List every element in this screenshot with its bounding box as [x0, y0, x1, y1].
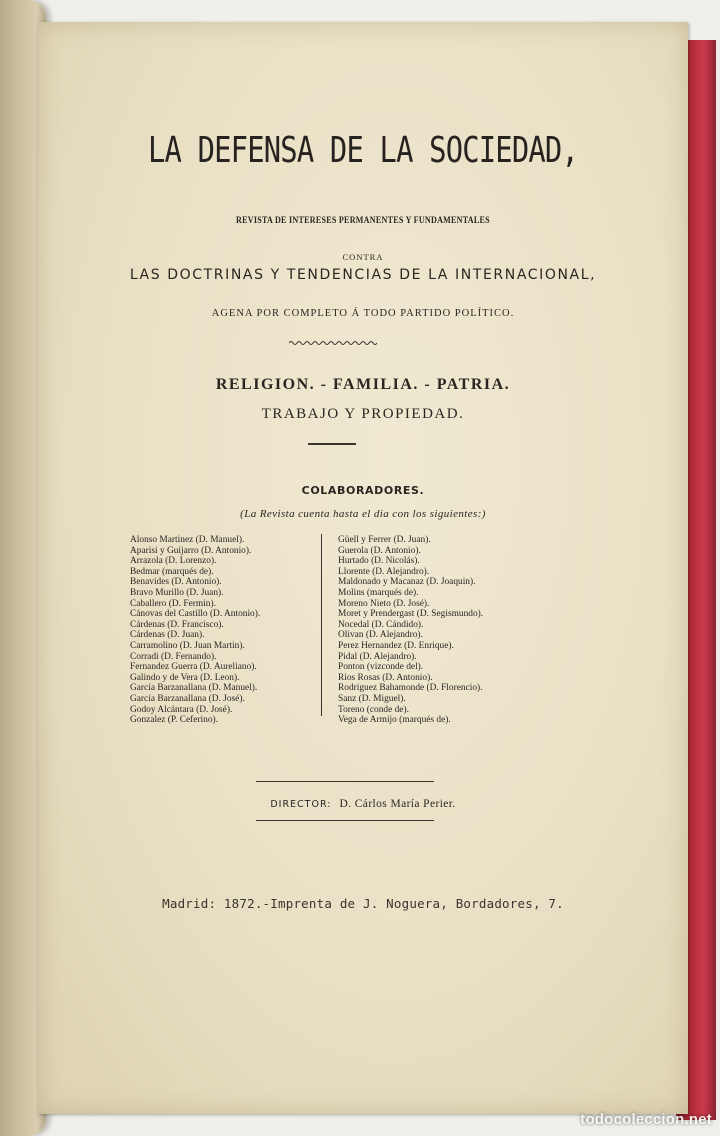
director-rule-bottom — [256, 820, 434, 821]
collaborator-name: Rodriguez Bahamonde (D. Florencio). — [338, 683, 483, 694]
subtitle-line-2: CONTRA — [342, 252, 384, 262]
collaborator-name: García Barzanallana (D. Manuel). — [130, 683, 258, 694]
column-divider — [321, 534, 322, 716]
collaborators-note: (La Revista cuenta hasta el dia con los siguientes:) — [240, 508, 486, 520]
collaborator-name: Maldonado y Macanaz (D. Joaquin). — [338, 577, 476, 588]
collaborator-name: Caballero (D. Fermin). — [130, 598, 216, 609]
collaborator-name: Cárdenas (D. Francisco). — [130, 619, 224, 630]
collaborators-list-left — [130, 535, 260, 726]
director-label: DIRECTOR: — [270, 799, 332, 810]
director-rule-top — [256, 781, 434, 782]
collaborator-name: Moret y Prendergast (D. Segismundo). — [338, 609, 484, 620]
collaborator-name: Ponton (vizconde del). — [338, 662, 424, 673]
collaborator-name: Nocedal (D. Cándido). — [338, 619, 424, 630]
collaborator-name: Vega de Armijo (marqués de). — [338, 715, 451, 726]
collaborators-list-right — [338, 535, 483, 726]
collaborator-name: Güell y Ferrer (D. Juan). — [338, 535, 431, 545]
director-line — [38, 798, 688, 810]
collaborator-name: Galindo y de Vera (D. Leon). — [130, 672, 240, 683]
watermark-text: todocoleccion.net — [580, 1111, 712, 1128]
imprint-line: Madrid: 1872.-Imprenta de J. Noguera, Bordadores, 7. — [162, 896, 564, 911]
collaborator-name: Cánovas del Castillo (D. Antonio). — [130, 609, 261, 620]
collaborator-name: Arrazola (D. Lorenzo). — [130, 556, 217, 567]
collaborator-name: Cárdenas (D. Juan). — [130, 630, 205, 641]
subtitle-line-3: LAS DOCTRINAS Y TENDENCIAS DE LA INTERNACIONAL, — [129, 267, 597, 283]
collaborator-name: Moreno Nieto (D. José). — [338, 598, 430, 609]
subtitle-line-1: REVISTA DE INTERESES PERMANENTES Y FUNDAMENTALES — [236, 216, 490, 226]
short-rule — [308, 443, 356, 445]
motto-line: RELIGION. - FAMILIA. - PATRIA. — [215, 376, 511, 393]
collaborator-name: Toreno (conde de). — [338, 704, 409, 715]
journal-title: LA DEFENSA DE LA SOCIEDAD, — [147, 130, 579, 171]
collaborator-name: Benavides (D. Antonio). — [130, 577, 222, 588]
motto-line-2: TRABAJO Y PROPIEDAD. — [261, 406, 465, 422]
collaborator-name: Olivan (D. Alejandro). — [338, 630, 423, 641]
collaborator-name: Gonzalez (P. Ceferino). — [130, 715, 218, 726]
title-page — [38, 22, 688, 1114]
collaborator-name: Godoy Alcántara (D. José). — [130, 704, 233, 715]
collaborator-name: Carramolino (D. Juan Martin). — [130, 640, 245, 651]
collaborator-name: Pidal (D. Alejandro). — [338, 651, 417, 662]
collaborator-name: Bedmar (marqués de). — [130, 566, 214, 577]
collaborators-heading: COLABORADORES. — [301, 484, 425, 497]
ornament-wavy-rule — [289, 340, 377, 346]
collaborator-name: Molins (marqués de). — [338, 587, 419, 598]
collaborator-name: Fernandez Guerra (D. Aureliano). — [130, 662, 257, 673]
collaborator-name: Sanz (D. Miguel). — [338, 693, 406, 704]
subtitle-line-4: AGENA POR COMPLETO Á TODO PARTIDO POLÍTICO. — [211, 308, 515, 319]
collaborator-name: Alonso Martinez (D. Manuel). — [130, 535, 245, 545]
collaborator-name: Llorente (D. Alejandro). — [338, 566, 430, 577]
collaborator-name: Perez Hernandez (D. Enrique). — [338, 640, 454, 651]
director-name: D. Cárlos María Perier. — [339, 798, 456, 810]
collaborator-name: Corradi (D. Fernando). — [130, 651, 217, 662]
collaborator-name: Bravo Murillo (D. Juan). — [130, 587, 224, 598]
collaborator-name: Hurtado (D. Nicolás). — [338, 556, 420, 567]
collaborator-name: Aparisi y Guijarro (D. Antonio). — [130, 545, 252, 556]
collaborator-name: Rios Rosas (D. Antonio). — [338, 672, 433, 683]
collaborator-name: García Barzanallana (D. José). — [130, 693, 245, 704]
collaborator-name: Guerola (D. Antonio). — [338, 545, 421, 556]
